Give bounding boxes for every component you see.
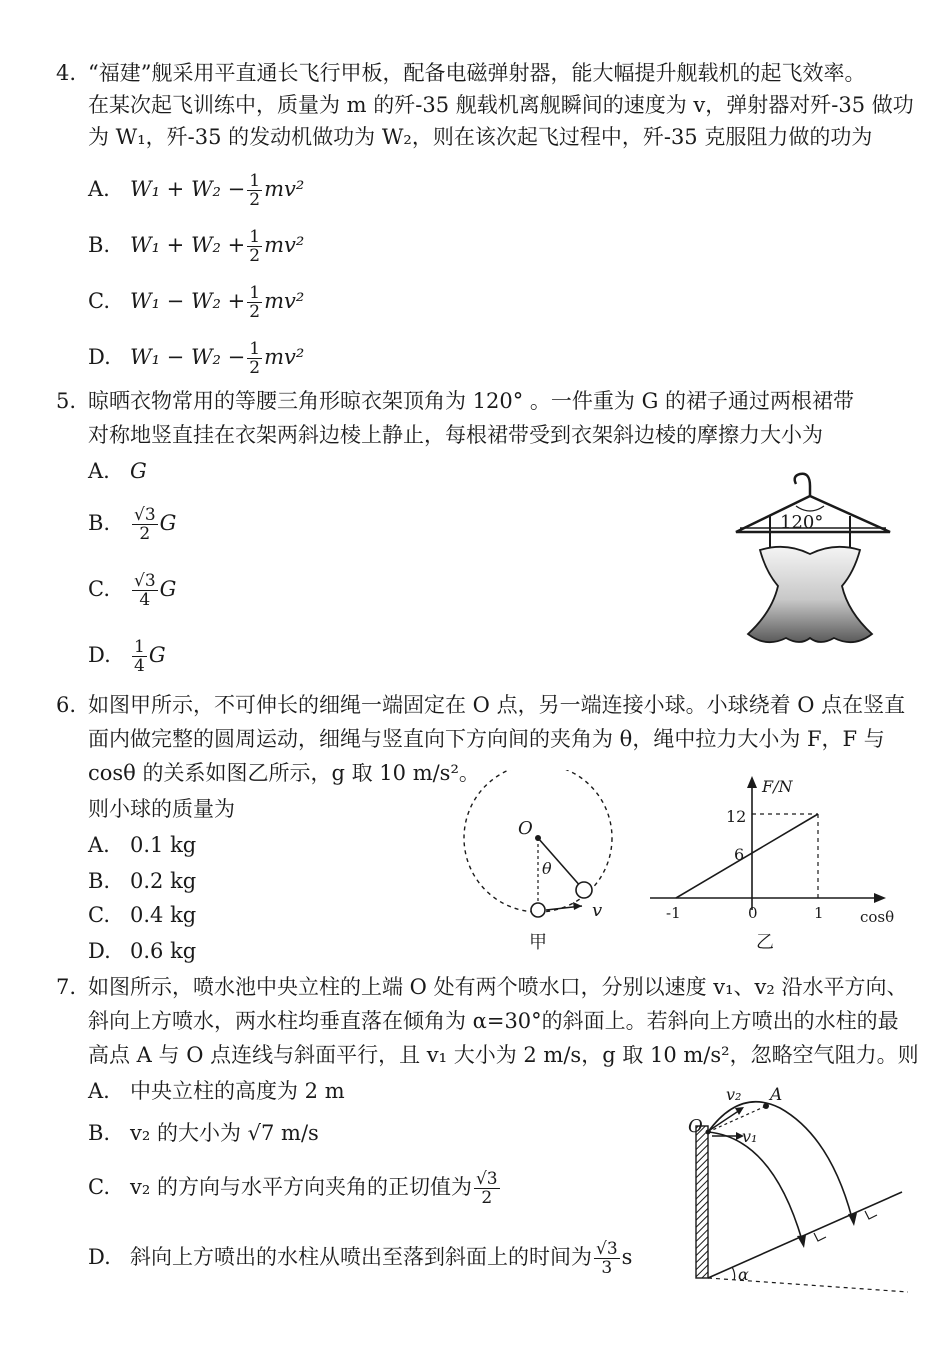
q7-option-c[interactable] [88, 1170, 502, 1207]
option-label: C. [88, 1175, 110, 1199]
option-text: v₂ 的方向与水平方向夹角的正切值为 [130, 1175, 472, 1199]
q7-line-3: 高点 A 与 O 点连线与斜面平行，且 v₁ 大小为 2 m/s，g 取 10 m/s²，忽略空气阻力。则 [88, 1043, 919, 1067]
dress-shape [748, 547, 872, 642]
q4-option-d[interactable] [88, 340, 304, 377]
option-label: C. [88, 903, 110, 927]
right-angle-mark-2 [865, 1211, 877, 1219]
q6-option-a[interactable] [88, 830, 196, 860]
q4-option-b[interactable] [88, 228, 304, 265]
fraction [132, 638, 147, 675]
q4-option-a[interactable] [88, 172, 304, 209]
option-label: B. [88, 233, 111, 257]
frac-den: 4 [134, 656, 145, 676]
fraction [132, 506, 158, 543]
frac-num: √3 [134, 571, 156, 591]
tick-1: 1 [814, 904, 824, 922]
option-unit: s [621, 1245, 633, 1269]
q6-line-2: 面内做完整的圆周运动，细绳与竖直向下方向间的夹角为 θ，绳中拉力大小为 F，F 与 [88, 727, 885, 751]
q5-line-2: 对称地竖直挂在衣架两斜边棱上静止，每根裙带受到衣架斜边棱的摩擦力大小为 [88, 423, 823, 447]
q7-option-d[interactable] [88, 1240, 632, 1277]
theta-label: θ [542, 859, 552, 878]
option-expr: W₁ + W₂ + [130, 233, 246, 257]
frac-num: 1 [249, 283, 261, 303]
frac-num: 1 [249, 227, 261, 247]
fraction [247, 340, 262, 377]
q6-line-3: cosθ 的关系如图乙所示，g 取 10 m/s²。 [88, 761, 480, 785]
fig-b-caption: 乙 [756, 932, 774, 953]
q4-line-3: 为 W₁，歼-35 的发动机做功为 W₂，则在该次起飞过程中，歼-35 克服阻力做的功为 [88, 125, 873, 149]
frac-den: 2 [481, 1188, 493, 1208]
frac-den: 2 [249, 358, 261, 378]
graph-line [676, 814, 818, 898]
option-text: 0.1 kg [130, 833, 197, 857]
option-label: A. [88, 177, 110, 201]
hanger-hook [795, 474, 810, 496]
q7-number: 7. [56, 975, 77, 999]
angle-arc [796, 506, 824, 511]
option-expr: W₁ − W₂ − [130, 345, 246, 369]
frac-num: √3 [475, 1169, 498, 1189]
option-label: A. [88, 833, 110, 857]
jet-upper-arrow [848, 1213, 857, 1226]
fraction [132, 572, 158, 609]
q6-line-4: 则小球的质量为 [88, 797, 235, 821]
q5-option-a[interactable] [88, 456, 147, 486]
x-axis-arrow [874, 893, 886, 903]
option-label: B. [88, 869, 111, 893]
v2-label: v₂ [726, 1085, 742, 1104]
fig-a-caption: 甲 [529, 932, 547, 953]
q5-line-1: 晾晒衣物常用的等腰三角形晾衣架顶角为 120° 。一件重为 G 的裙子通过两根裙带 [88, 389, 855, 413]
q5-number: 5. [56, 389, 77, 413]
q6-option-d[interactable] [88, 936, 196, 966]
option-label: D. [88, 643, 111, 667]
tick-0: 0 [748, 904, 758, 922]
y-axis-arrow [747, 776, 757, 788]
option-expr-tail: G [159, 511, 177, 535]
frac-den: 2 [249, 302, 261, 322]
right-angle-mark-1 [814, 1233, 826, 1241]
frac-num: 1 [249, 339, 261, 359]
frac-num: √3 [134, 505, 156, 525]
q5-option-b[interactable] [88, 506, 176, 543]
option-label: D. [88, 1245, 111, 1269]
option-label: B. [88, 511, 111, 535]
alpha-arc [732, 1267, 735, 1280]
pivot-label: O [518, 818, 533, 839]
x-axis-label: cosθ [860, 908, 895, 926]
option-text: G [130, 459, 147, 483]
q4-line-2: 在某次起飞训练中，质量为 m 的歼-35 舰载机离舰瞬间的速度为 v，弹射器对歼-35 做功 [88, 93, 914, 117]
q6-number: 6. [56, 693, 77, 717]
option-expr: W₁ + W₂ − [130, 177, 246, 201]
frac-den: 2 [249, 190, 261, 210]
y-axis-label: F/N [762, 777, 793, 796]
jet-lower-arrow [797, 1235, 806, 1248]
option-text: 0.2 kg [130, 869, 197, 893]
fraction [247, 228, 262, 265]
option-expr-tail: mv² [264, 233, 305, 257]
force-graph [640, 770, 910, 930]
option-text: 0.6 kg [130, 939, 197, 963]
jet-upper [708, 1102, 852, 1218]
option-label: B. [88, 1121, 111, 1145]
ball [576, 882, 592, 898]
q7-option-b[interactable] [88, 1118, 319, 1148]
frac-den: 2 [139, 524, 151, 544]
fraction [474, 1170, 500, 1207]
option-label: A. [88, 1079, 110, 1103]
velocity-label: v [592, 900, 603, 921]
nozzle-label: O [688, 1116, 703, 1137]
q4-number: 4. [56, 61, 77, 85]
hanger-figure [730, 462, 900, 652]
fraction [247, 172, 262, 209]
option-label: C. [88, 289, 110, 313]
q5-option-c[interactable] [88, 572, 176, 609]
fraction [594, 1240, 620, 1277]
apex-label: A [770, 1085, 783, 1105]
frac-num: √3 [596, 1239, 618, 1259]
q7-line-2: 斜向上方喷水，两水柱均垂直落在倾角为 α=30°的斜面上。若斜向上方喷出的水柱的最 [88, 1009, 899, 1033]
option-expr-tail: mv² [264, 289, 305, 313]
option-label: D. [88, 939, 111, 963]
q4-option-c[interactable] [88, 284, 304, 321]
angle-label: 120° [780, 512, 824, 533]
option-expr-tail: G [159, 577, 177, 601]
q5-option-d[interactable] [88, 638, 166, 675]
fraction [247, 284, 262, 321]
q6-option-b[interactable] [88, 866, 196, 896]
q7-line-1: 如图所示，喷水池中央立柱的上端 O 处有两个喷水口，分别以速度 v₁、v₂ 沿水平方向、 [88, 975, 908, 999]
q4-line-1: “福建”舰采用平直通长飞行甲板，配备电磁弹射器，能大幅提升舰载机的起飞效率。 [88, 61, 866, 85]
option-label: D. [88, 345, 111, 369]
q6-line-1: 如图甲所示，不可伸长的细绳一端固定在 O 点，另一端连接小球。小球绕着 O 点在竖直 [88, 693, 906, 717]
option-text: 0.4 kg [130, 903, 197, 927]
q7-option-a[interactable] [88, 1076, 345, 1106]
tick-12: 12 [726, 807, 747, 826]
ball-lower [531, 903, 545, 917]
option-label: C. [88, 577, 110, 601]
q6-option-c[interactable] [88, 900, 196, 930]
option-expr: W₁ − W₂ + [130, 289, 246, 313]
option-label: A. [88, 459, 110, 483]
frac-den: 4 [139, 590, 151, 610]
option-expr-tail: mv² [264, 177, 305, 201]
arrow-head [573, 902, 582, 910]
option-expr-tail: mv² [264, 345, 305, 369]
frac-den: 3 [601, 1258, 613, 1278]
frac-num: 1 [249, 171, 261, 191]
v2-arrow-head [735, 1107, 744, 1115]
frac-num: 1 [134, 637, 145, 657]
option-text: 斜向上方喷出的水柱从喷出至落到斜面上的时间为 [130, 1245, 592, 1269]
jet-lower [708, 1132, 802, 1240]
option-text: 中央立柱的高度为 2 m [130, 1079, 345, 1103]
alpha-label: α [738, 1265, 749, 1284]
tick-6: 6 [734, 845, 745, 864]
option-expr-tail: G [148, 643, 166, 667]
option-text: v₂ 的大小为 √7 m/s [130, 1121, 319, 1145]
frac-den: 2 [249, 246, 261, 266]
tick-neg1: -1 [666, 904, 681, 922]
v1-label: v₁ [742, 1127, 758, 1146]
fountain-figure [680, 1080, 915, 1295]
pillar [696, 1126, 708, 1278]
